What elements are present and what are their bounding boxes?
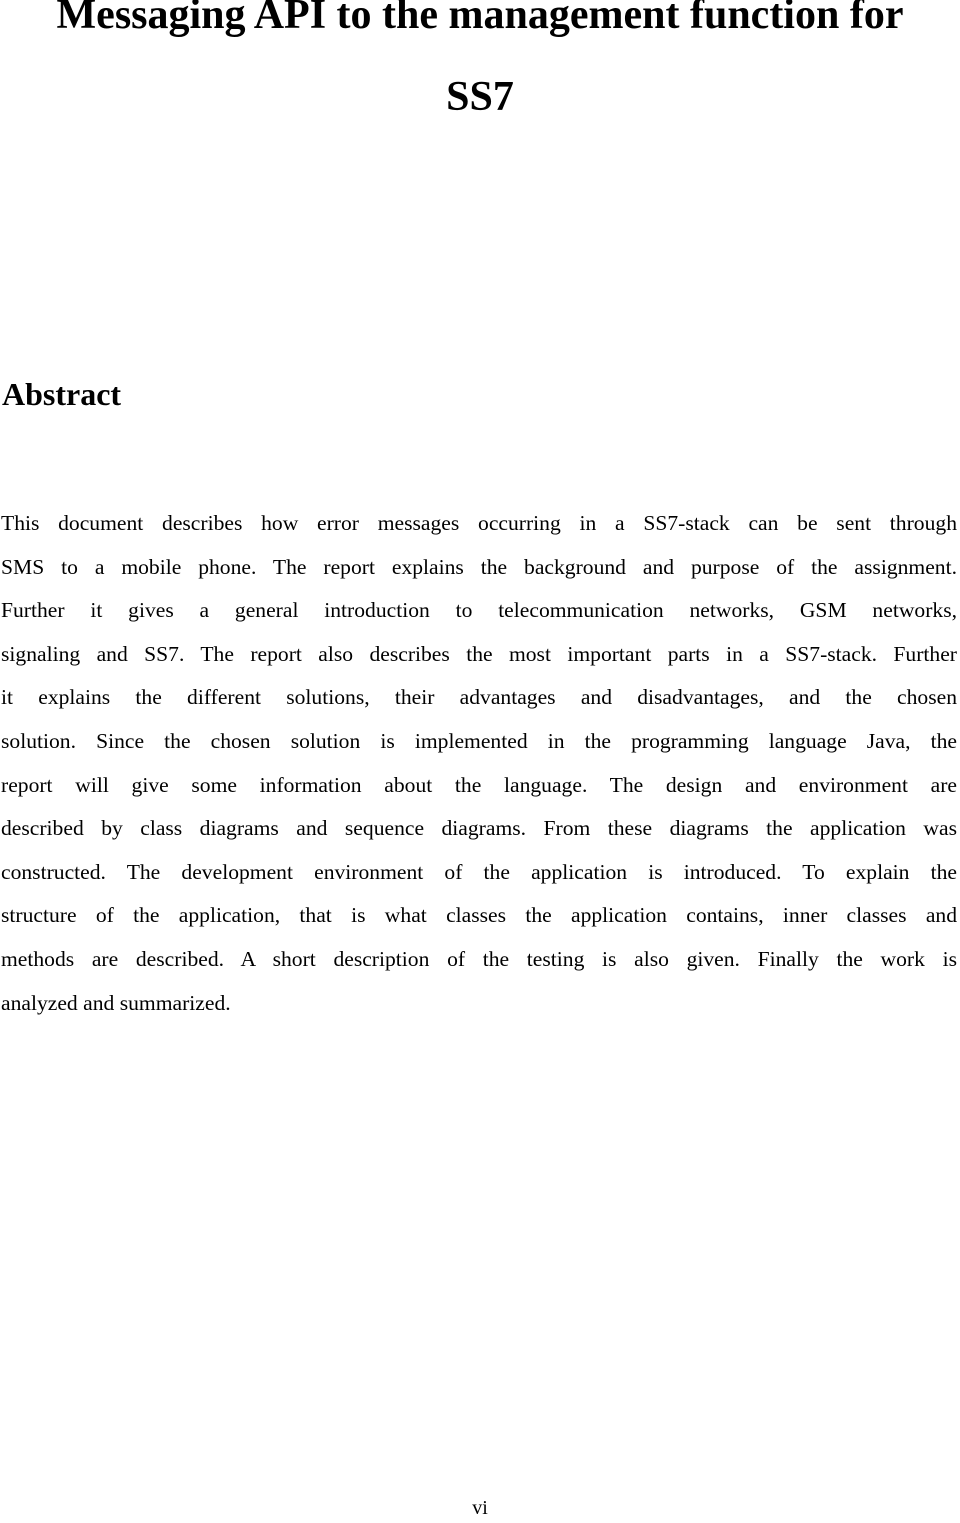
document-title-line-1: Messaging API to the management function for (56, 0, 904, 38)
abstract-line: structure of the application, that is what classes the application contains, inner classes and (1, 903, 957, 928)
abstract-line: signaling and SS7. The report also describes the most important parts in a SS7-stack. Further (1, 641, 957, 666)
abstract-line: SMS to a mobile phone. The report explains the background and purpose of the assignment. (1, 554, 957, 579)
abstract-line: Further it gives a general introduction to telecommunication networks, GSM networks, (1, 598, 957, 623)
abstract-line: described by class diagrams and sequence diagrams. From these diagrams the application was (1, 816, 957, 841)
abstract-line: analyzed and summarized. (1, 990, 231, 1015)
document-title-line-2: SS7 (446, 74, 514, 120)
page-number: vi (472, 1497, 488, 1519)
section-heading-abstract: Abstract (2, 376, 122, 412)
abstract-line: report will give some information about the language. The design and environment are (1, 772, 957, 797)
abstract-line: it explains the different solutions, their advantages and disadvantages, and the chosen (1, 685, 957, 710)
abstract-paragraph (1, 502, 957, 1025)
abstract-line: constructed. The development environment of the application is introduced. To explain the (1, 859, 957, 884)
abstract-line: This document describes how error messages occurring in a SS7-stack can be sent through (1, 511, 957, 535)
abstract-line: methods are described. A short description of the testing is also given. Finally the work is (1, 946, 957, 971)
abstract-line: solution. Since the chosen solution is implemented in the programming language Java, the (1, 728, 957, 753)
